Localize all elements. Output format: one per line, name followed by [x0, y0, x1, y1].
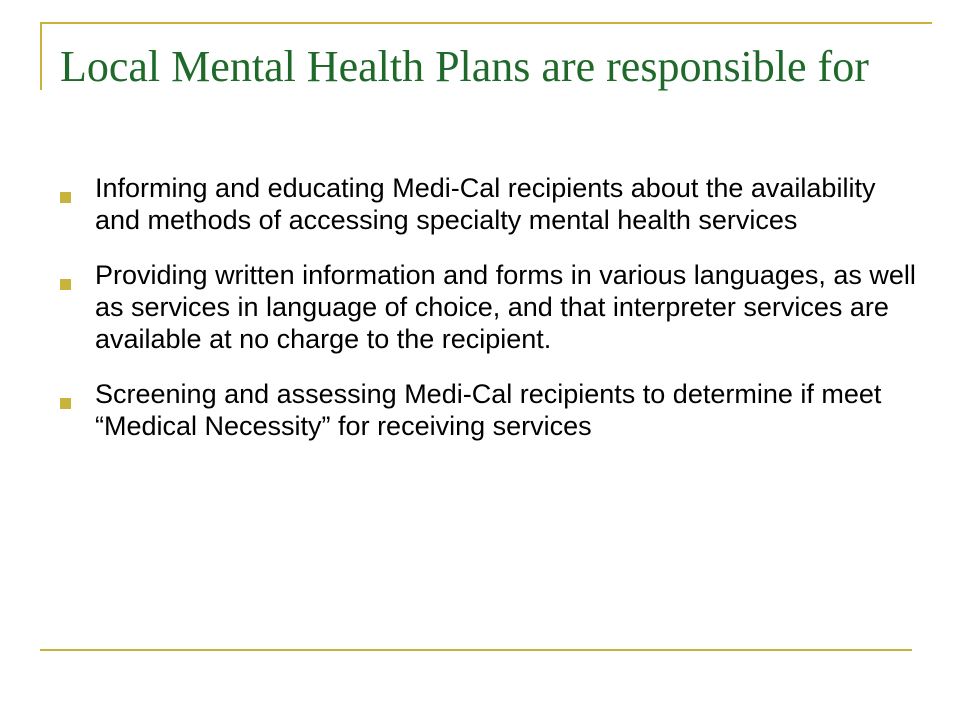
bottom-rule	[40, 649, 912, 651]
bullet-item-informing	[60, 172, 920, 236]
bullet-item-providing	[60, 259, 920, 355]
square-bullet-icon	[60, 192, 71, 203]
square-bullet-icon	[60, 398, 71, 409]
bullet-text: Providing written information and forms in various languages, as well as services in language of choice, and that interpreter services are available at no charge to the recipient.	[95, 260, 916, 354]
left-rule	[40, 22, 42, 90]
bullet-list	[60, 172, 920, 465]
bullet-text: Screening and assessing Medi-Cal recipients to determine if meet “Medical Necessity” for receiving services	[95, 379, 882, 441]
bullet-text: Informing and educating Medi-Cal recipients about the availability and methods of accessing specialty mental health services	[95, 173, 876, 235]
square-bullet-icon	[60, 279, 71, 290]
bullet-item-screening	[60, 378, 920, 442]
top-rule	[40, 22, 932, 24]
slide-title: Local Mental Health Plans are responsible for	[60, 42, 869, 91]
